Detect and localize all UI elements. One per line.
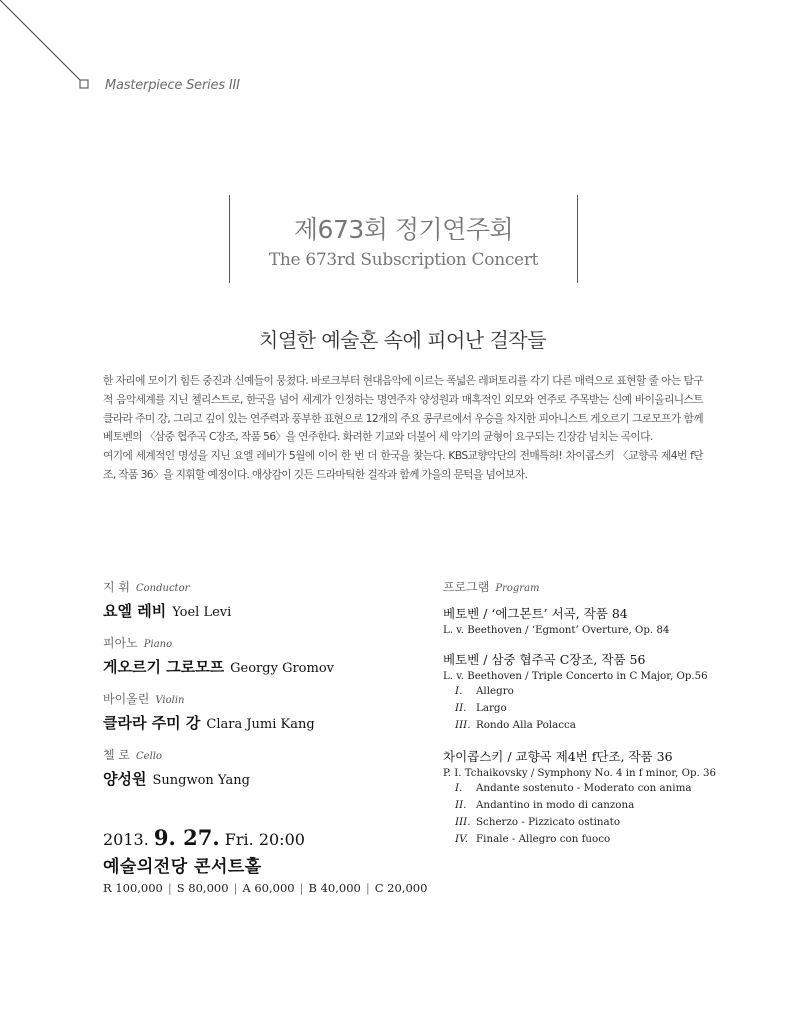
performer-violin xyxy=(103,690,403,733)
program-piece xyxy=(443,650,773,733)
role-en: Violin xyxy=(155,695,185,706)
program-section xyxy=(443,578,773,847)
performers-list xyxy=(103,578,403,802)
concert-title-en: The 673rd Subscription Concert xyxy=(268,250,539,270)
movement: II. Andantino in modo di canzona xyxy=(455,799,635,811)
program-piece xyxy=(443,604,773,636)
movement: I. Allegro xyxy=(455,685,514,697)
event-info xyxy=(103,825,443,895)
program-heading-kr: 프로그램 xyxy=(443,580,490,594)
price-a: A 60,000 xyxy=(242,881,295,895)
intro-paragraph: 여기에 세계적인 명성을 지닌 요엘 레비가 5월에 이어 한 번 더 한국을 찾는다. KBS교향악단의 전매특허! 차이콥스키 〈교향곡 제4번 f단조, 작품 36〉을 지휘할 예정이다. 애상감이 깃든 드라마틱한 걸작과 함께 가을의 문턱을 넘어보자. xyxy=(103,449,703,481)
concert-title-kr: 제673회 정기연주회 xyxy=(293,215,514,244)
program-piece xyxy=(443,747,773,847)
role-kr: 지 휘 xyxy=(103,580,130,594)
event-month-day: 9. 27. xyxy=(153,825,220,850)
price-r: R 100,000 xyxy=(103,881,163,895)
performer-name-en: Clara Jumi Kang xyxy=(206,717,315,732)
piece-title-kr: 베토벤 / 삼중 협주곡 C장조, 작품 56 xyxy=(443,652,646,667)
movement: III. Scherzo - Pizzicato ostinato xyxy=(455,816,621,828)
concert-subtitle: 치열한 예술혼 속에 피어난 걸작들 xyxy=(259,328,546,352)
performer-name-en: Georgy Gromov xyxy=(230,661,334,676)
performer-name-kr: 게오르기 그로모프 xyxy=(103,658,225,676)
role-kr: 바이올린 xyxy=(103,692,150,706)
performer-name-en: Sungwon Yang xyxy=(152,773,250,788)
program-heading-en: Program xyxy=(495,583,540,594)
concert-title-box xyxy=(229,195,578,283)
performer-name-kr: 요엘 레비 xyxy=(103,602,167,620)
performer-piano xyxy=(103,634,403,677)
piece-title-en: L. v. Beethoven / Triple Concerto in C Major, Op.56 xyxy=(443,671,708,682)
movement: II. Largo xyxy=(455,702,507,714)
ticket-prices: R 100,000 | S 80,000 | A 60,000 | B 40,000 | C 20,000 xyxy=(103,881,428,895)
performer-conductor xyxy=(103,578,403,621)
role-en: Piano xyxy=(143,639,173,650)
role-kr: 피아노 xyxy=(103,636,138,650)
price-s: S 80,000 xyxy=(176,881,229,895)
movement: III. Rondo Alla Polacca xyxy=(455,719,576,731)
role-en: Conductor xyxy=(136,583,190,594)
event-year: 2013. xyxy=(103,830,149,849)
series-label: Masterpiece Series III xyxy=(105,78,240,93)
role-en: Cello xyxy=(136,751,162,762)
event-venue: 예술의전당 콘서트홀 xyxy=(103,857,262,877)
intro-paragraph: 한 자리에 모이기 힘든 중진과 신예들이 뭉쳤다. 바로크부터 현대음악에 이르는 폭넓은 레퍼토리를 각기 다른 매력으로 표현할 줄 아는 탐구적 음악세계를 지닌 첼리스트로, 한국을 넘어 세계가 인정하는 명연주자 양성원과 매혹적인 외모와 연주로 주목받는 신예 바이올리니스트 클라라 주미 강, 그리고 깊이 있는 연주력과 풍부한 표현으로 12개의 주요 콩쿠르에서 우승을 차지한 피아니스트 게오르기 그로모프가 함께 베토벤의 〈삼중 협주곡 C장조, 작품 56〉을 연주한다. 화려한 기교와 더불어 세 악기의 균형이 요구되는 긴장감 넘치는 곡이다. xyxy=(103,374,703,444)
piece-title-en: L. v. Beethoven / ‘Egmont’ Overture, Op. 84 xyxy=(443,625,670,636)
event-date xyxy=(103,825,443,850)
movement: I. Andante sostenuto - Moderato con anima xyxy=(455,782,692,794)
piece-title-kr: 차이콥스키 / 교향곡 제4번 f단조, 작품 36 xyxy=(443,749,673,764)
intro-text xyxy=(103,372,703,485)
piece-title-en: P. I. Tchaikovsky / Symphony No. 4 in f minor, Op. 36 xyxy=(443,768,716,779)
performer-name-kr: 양성원 xyxy=(103,770,147,788)
corner-decoration xyxy=(0,0,100,100)
piece-title-kr: 베토벤 / ‘에그몬트’ 서곡, 작품 84 xyxy=(443,606,628,621)
performer-cello xyxy=(103,746,403,789)
performer-name-en: Yoel Levi xyxy=(172,605,232,620)
movement: IV. Finale - Allegro con fuoco xyxy=(455,833,611,845)
performer-name-kr: 클라라 주미 강 xyxy=(103,714,201,732)
price-c: C 20,000 xyxy=(374,881,428,895)
event-day-time: Fri. 20:00 xyxy=(224,830,305,849)
price-b: B 40,000 xyxy=(308,881,361,895)
role-kr: 첼 로 xyxy=(103,748,130,762)
